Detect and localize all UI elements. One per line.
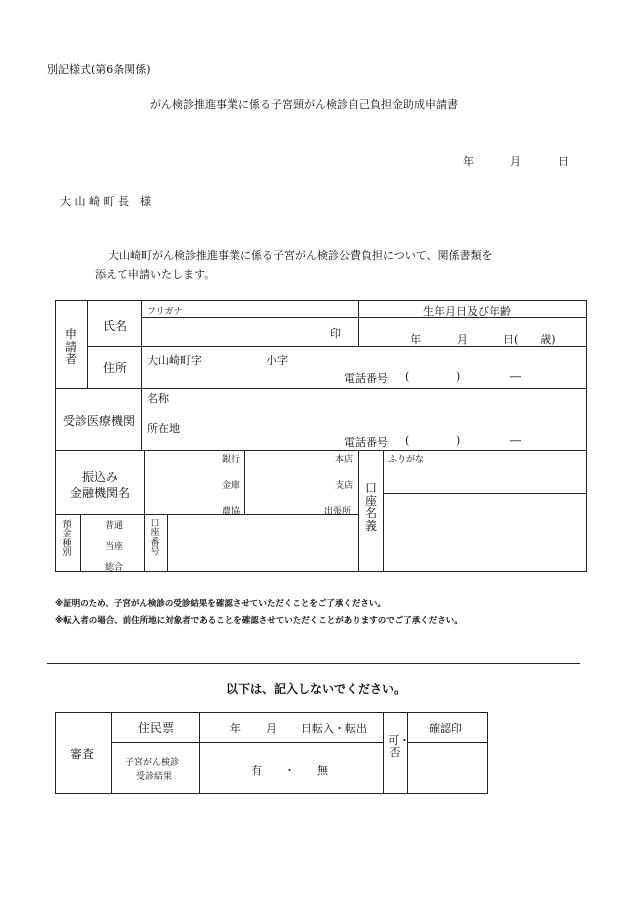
line-account-label-right bbox=[383, 450, 384, 572]
applicant-phone-dash: ― bbox=[510, 370, 521, 383]
line-furigana bbox=[141, 317, 587, 318]
line-birth-col bbox=[358, 300, 359, 346]
applicant-phone-open: ( bbox=[405, 370, 410, 383]
applicant-phone-close: ) bbox=[456, 370, 461, 383]
yes-no: 有 ・ 無 bbox=[251, 764, 328, 777]
date-month: 月 bbox=[510, 155, 521, 168]
line-bank-label-col bbox=[144, 450, 145, 514]
resident-label: 住民票 bbox=[138, 721, 175, 735]
deposit-type-label: 預金種別 bbox=[62, 520, 72, 559]
document-title: がん検診推進事業に係る子宮頸がん検診自己負担金助成申請書 bbox=[150, 98, 458, 111]
form-reference: 別記様式(第6条関係) bbox=[47, 63, 151, 76]
account-name-label: 口座名義 bbox=[364, 481, 377, 533]
birth-label: 生年月日及び年齢 bbox=[423, 305, 511, 318]
date-year: 年 bbox=[463, 155, 474, 168]
account-number-label: 口座番号 bbox=[150, 519, 160, 558]
bank-type-nokyo: 農協 bbox=[222, 507, 241, 517]
line-item-col bbox=[199, 712, 200, 794]
line-account-number-label bbox=[167, 514, 168, 572]
office-use-instruction: 以下は、記入しないでください。 bbox=[226, 682, 407, 696]
confirm-seal-label: 確認印 bbox=[429, 722, 462, 735]
account-name-furigana: ふりがな bbox=[388, 455, 425, 465]
line-review-col bbox=[111, 712, 112, 794]
body-text-line-1: 大山崎町がん検診推進事業に係る子宮がん検診公費負担について、関係書類を bbox=[108, 249, 493, 262]
bank-label-line-1: 振込み bbox=[82, 470, 119, 484]
body-text-line-2: 添えて申請いたします。 bbox=[95, 268, 216, 281]
branch-type-head: 本店 bbox=[335, 455, 354, 465]
line-approval-left bbox=[383, 712, 384, 794]
line-approval-right bbox=[407, 712, 408, 794]
address-label: 住所 bbox=[103, 361, 128, 375]
approval-mark: 可・否 bbox=[388, 734, 410, 759]
move-month: 月 bbox=[266, 722, 277, 735]
line-bank-branch-col bbox=[244, 450, 245, 514]
address-town: 大山崎町字 bbox=[147, 354, 202, 367]
birth-month: 月 bbox=[457, 333, 468, 346]
clinic-location: 所在地 bbox=[147, 422, 180, 435]
birth-day-age: 日( 歳) bbox=[503, 333, 556, 346]
line-office-mid bbox=[111, 742, 383, 743]
clinic-name: 名称 bbox=[147, 392, 169, 405]
line-clinic-bottom bbox=[55, 450, 587, 451]
bank-type-bank: 銀行 bbox=[222, 455, 241, 465]
line-account-label-left bbox=[358, 450, 359, 572]
exam-result-line-2: 受診結果 bbox=[136, 772, 173, 782]
exam-result-line-1: 子宮がん検診 bbox=[125, 758, 180, 768]
date-day: 日 bbox=[558, 155, 569, 168]
note-2: ※転入者の場合、前住所地に対象者であることを確認させていただくことがありますのでご了承ください。 bbox=[55, 616, 463, 626]
line-bank-bottom bbox=[55, 514, 358, 515]
line-applicant-bottom bbox=[55, 388, 587, 389]
branch-type-office: 出張所 bbox=[324, 507, 352, 517]
move-day-in-out: 日転入・転出 bbox=[301, 722, 367, 735]
review-label: 審査 bbox=[70, 747, 95, 761]
move-year: 年 bbox=[230, 722, 241, 735]
deposit-type-ordinary: 普通 bbox=[105, 521, 124, 531]
applicant-label: 申請者 bbox=[64, 327, 77, 367]
note-1: ※証明のため、子宮がん検診の受診結果を確認させていただくことをご了承ください。 bbox=[55, 599, 386, 609]
line-furigana-account bbox=[383, 493, 587, 494]
seal-mark: 印 bbox=[330, 327, 341, 340]
birth-year: 年 bbox=[410, 333, 421, 346]
line-applicant-col bbox=[87, 300, 88, 388]
divider-line bbox=[47, 663, 580, 664]
clinic-phone-open: ( bbox=[405, 434, 410, 447]
line-deposit-label bbox=[80, 514, 81, 572]
deposit-type-current: 当座 bbox=[105, 542, 124, 552]
line-confirm-mid bbox=[407, 742, 488, 743]
bank-type-shinkin: 金庫 bbox=[222, 481, 241, 491]
line-label-col bbox=[141, 300, 142, 450]
deposit-type-general: 総合 bbox=[105, 563, 124, 573]
bank-label-line-2: 金融機関名 bbox=[70, 486, 131, 500]
clinic-label: 受診医療機関 bbox=[63, 414, 136, 428]
clinic-phone-close: ) bbox=[456, 434, 461, 447]
line-deposit-types bbox=[144, 514, 145, 572]
clinic-phone-dash: ― bbox=[510, 434, 521, 447]
name-label: 氏名 bbox=[103, 319, 128, 333]
clinic-phone-label: 電話番号 bbox=[344, 436, 388, 449]
address-koaza: 小字 bbox=[266, 354, 288, 367]
addressee: 大 山 崎 町 長 様 bbox=[60, 195, 151, 208]
furigana-label: フリガナ bbox=[147, 307, 183, 317]
branch-type-branch: 支店 bbox=[335, 481, 354, 491]
applicant-phone-label: 電話番号 bbox=[344, 372, 388, 385]
